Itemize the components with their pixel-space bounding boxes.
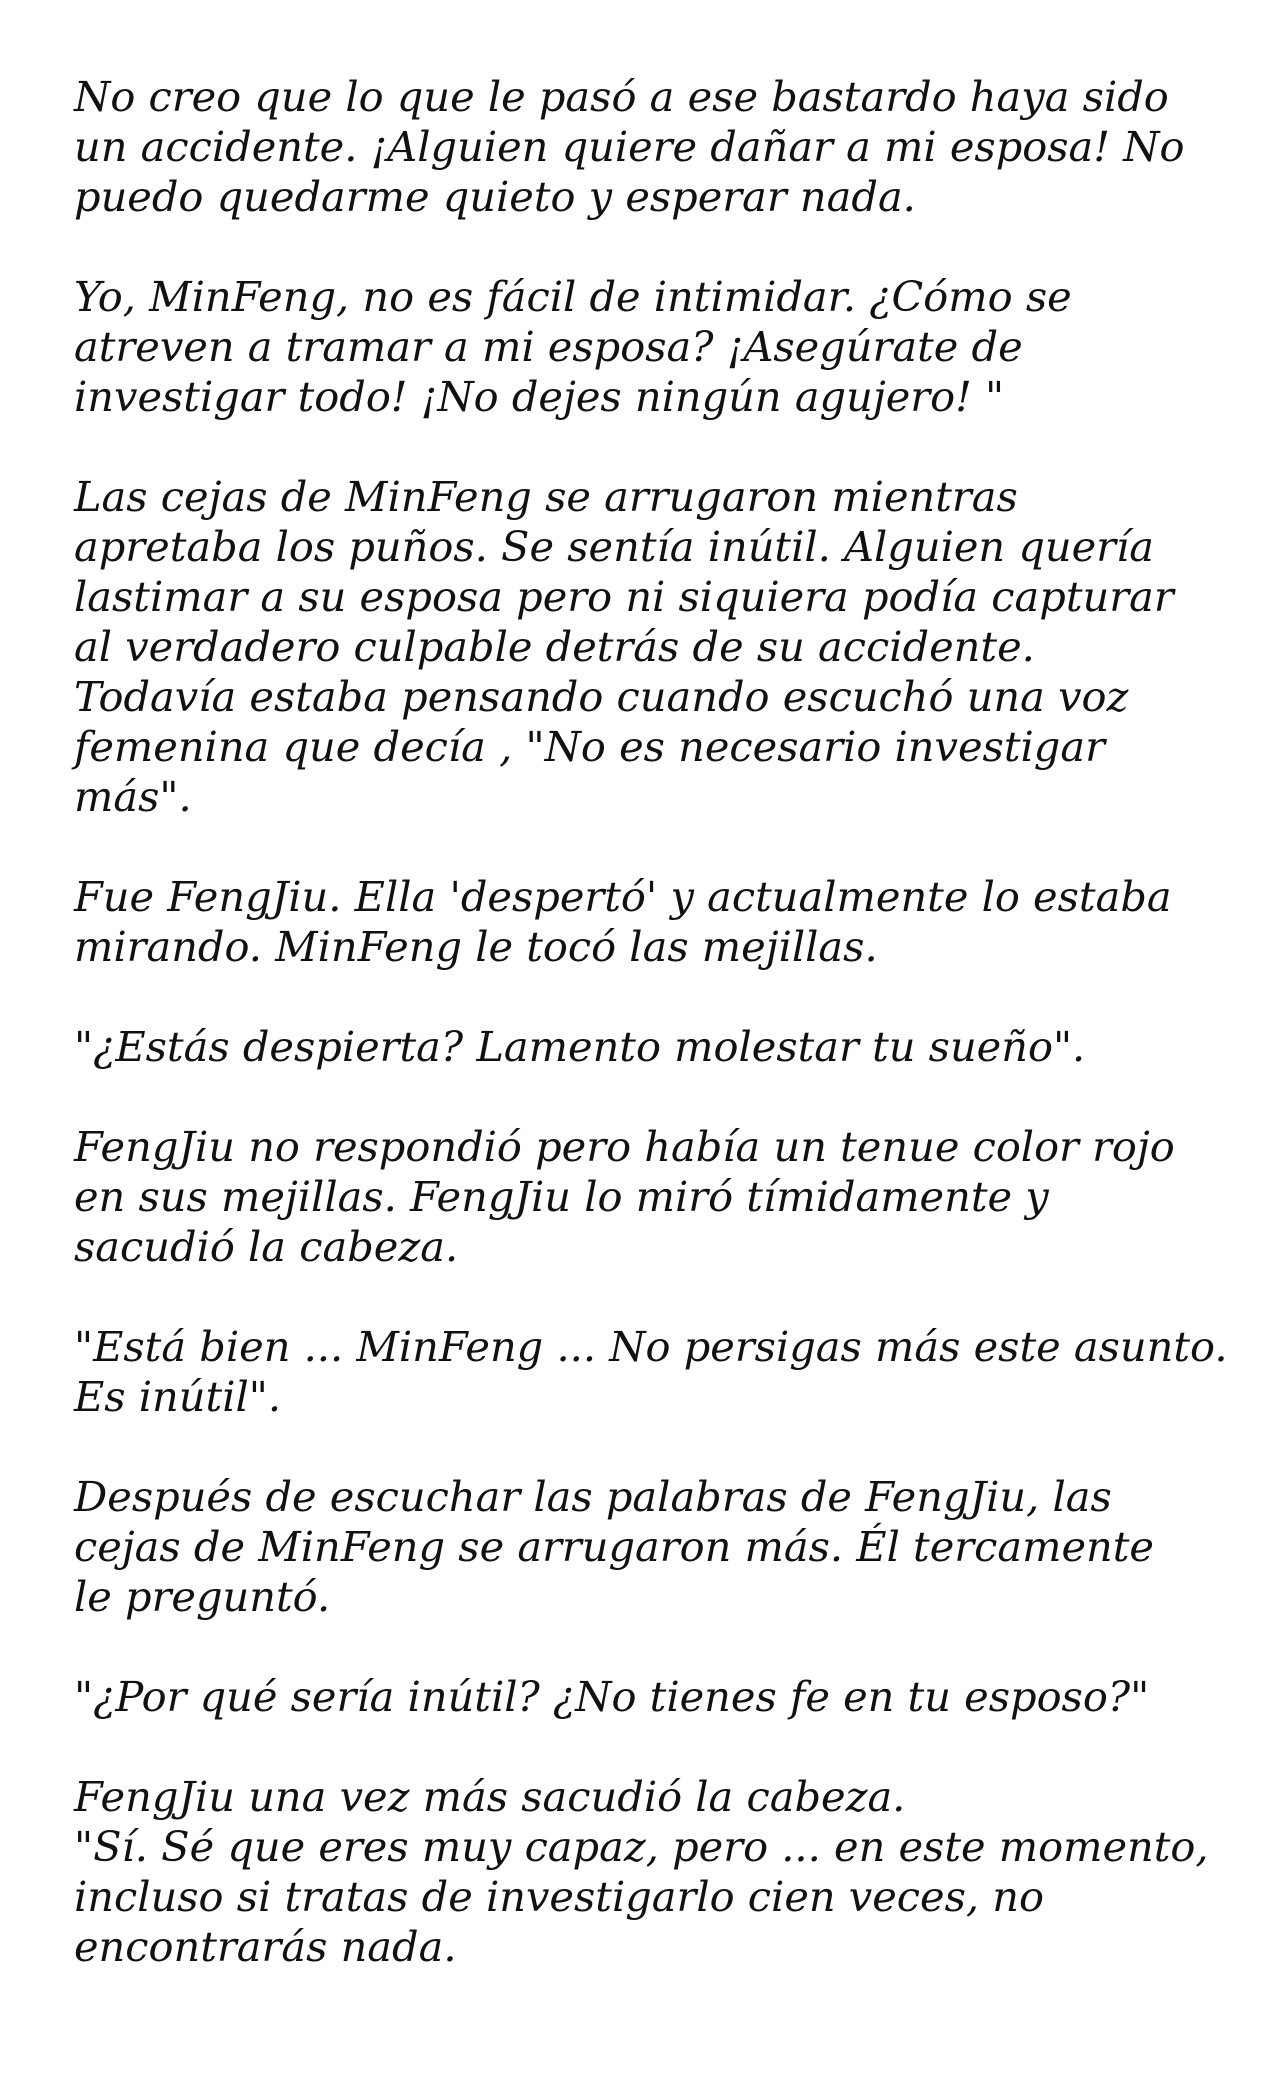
text-line: atreven a tramar a mi esposa? ¡Asegúrate de (74, 322, 1023, 371)
paragraph-1 (74, 72, 1214, 222)
text-line: femenina que decía , "No es necesario investigar (74, 722, 1105, 771)
paragraph-6 (74, 1122, 1214, 1272)
text-line: incluso si tratas de investigarlo cien veces, no (74, 1872, 1045, 1921)
paragraph-9 (74, 1672, 1214, 1722)
text-line: "¿Estás despierta? Lamento molestar tu sueño". (74, 1022, 1086, 1071)
text-line: cejas de MinFeng se arrugaron más. Él tercamente (74, 1522, 1154, 1571)
text-line: Es inútil". (74, 1372, 282, 1421)
text-line: Yo, MinFeng, no es fácil de intimidar. ¿Cómo se (74, 272, 1072, 321)
text-line: le preguntó. (74, 1572, 331, 1621)
text-line: investigar todo! ¡No dejes ningún agujero! " (74, 372, 1005, 421)
paragraph-4 (74, 872, 1214, 972)
text-line: "Está bien ... MinFeng ... No persigas más este asunto. (74, 1322, 1228, 1371)
paragraph-8 (74, 1472, 1214, 1622)
text-line: "Sí. Sé que eres muy capaz, pero ... en este momento, (74, 1822, 1209, 1871)
text-line: "¿Por qué sería inútil? ¿No tienes fe en tu esposo?" (74, 1672, 1150, 1721)
text-line: sacudió la cabeza. (74, 1222, 459, 1271)
text-line: un accidente. ¡Alguien quiere dañar a mi esposa! No (74, 122, 1185, 171)
paragraph-10 (74, 1772, 1214, 1972)
text-line: lastimar a su esposa pero ni siquiera podía capturar (74, 572, 1174, 621)
text-line: FengJiu una vez más sacudió la cabeza. (74, 1772, 906, 1821)
text-line: Todavía estaba pensando cuando escuchó una voz (74, 672, 1129, 721)
text-line: Las cejas de MinFeng se arrugaron mientras (74, 472, 1018, 521)
text-line: FengJiu no respondió pero había un tenue color rojo (74, 1122, 1175, 1171)
text-line: más". (74, 772, 192, 821)
text-line: mirando. MinFeng le tocó las mejillas. (74, 922, 878, 971)
text-line: al verdadero culpable detrás de su accidente. (74, 622, 1035, 671)
text-line: puedo quedarme quieto y esperar nada. (74, 172, 916, 221)
document-page (74, 72, 1228, 1972)
paragraph-7 (74, 1322, 1228, 1422)
text-line: en sus mejillas. FengJiu lo miró tímidamente y (74, 1172, 1049, 1221)
text-line: No creo que lo que le pasó a ese bastardo haya sido (74, 72, 1169, 121)
paragraph-5 (74, 1022, 1214, 1072)
text-line: encontrarás nada. (74, 1922, 457, 1971)
text-line: Fue FengJiu. Ella 'despertó' y actualmente lo estaba (74, 872, 1172, 921)
paragraph-3 (74, 472, 1214, 822)
text-line: Después de escuchar las palabras de FengJiu, las (74, 1472, 1112, 1521)
text-line: apretaba los puños. Se sentía inútil. Alguien quería (74, 522, 1155, 571)
paragraph-2 (74, 272, 1214, 422)
